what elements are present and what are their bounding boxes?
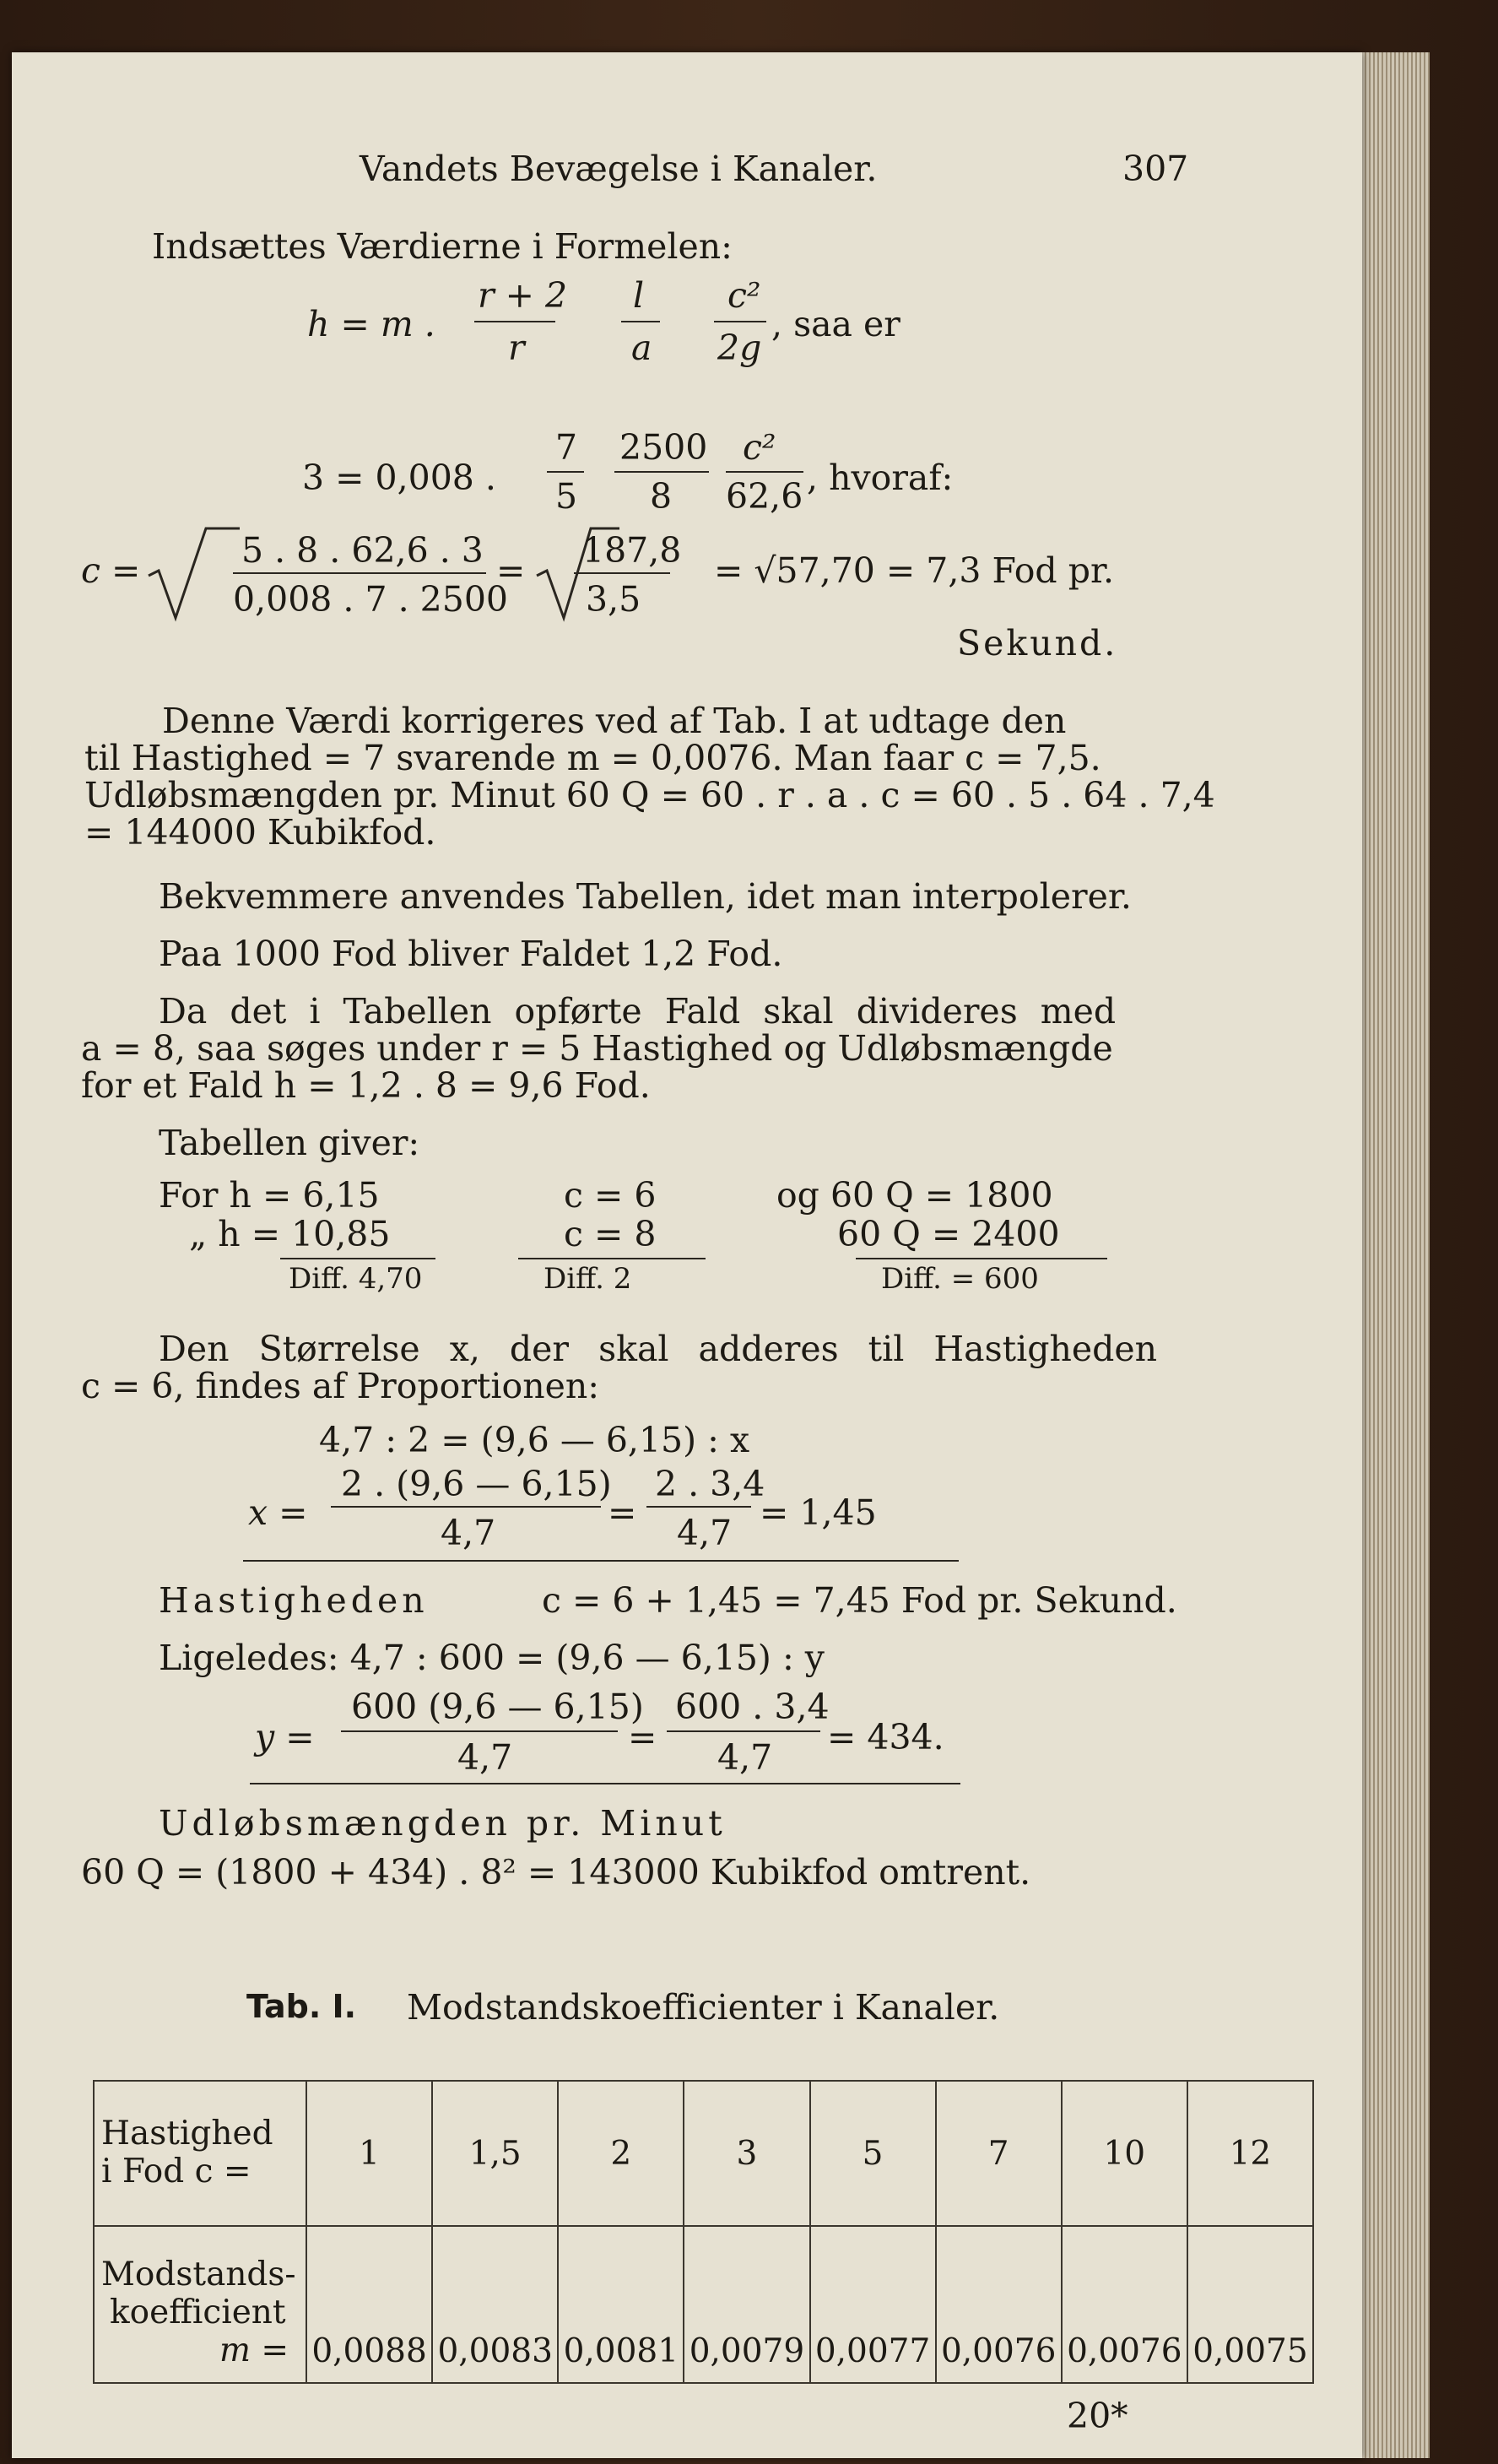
interp-row2-b: c = 8: [564, 1214, 657, 1254]
frac-y-num2: 600 . 3,4: [675, 1687, 830, 1727]
formula3-lhs: c =: [81, 550, 141, 591]
formula2-num1: 7: [555, 427, 578, 468]
page-stack-edge: [1362, 52, 1430, 2458]
book-page: [12, 52, 1362, 2458]
page-number: 307: [1122, 149, 1189, 189]
speed-cell: 5: [810, 2081, 936, 2226]
formula2-num3: c²: [743, 427, 776, 468]
formula1-den1: r: [508, 328, 525, 368]
formula1-den2: a: [631, 328, 652, 368]
interp-row2-c: 60 Q = 2400: [837, 1214, 1060, 1254]
para1-line2: til Hastighed = 7 svarende m = 0,0076. Man faar c = 7,5.: [84, 738, 1101, 778]
formula2-tail: , hvoraf:: [807, 458, 954, 498]
udl-value: 60 Q = (1800 + 434) . 8² = 143000 Kubikfod omtrent.: [81, 1852, 1031, 1893]
formula3-num2: 187,8: [582, 530, 682, 571]
formula1-tail: , saa er: [771, 304, 900, 344]
speed-cell: 1: [306, 2081, 432, 2226]
formula1-num3: c²: [727, 275, 761, 316]
hast-value: c = 6 + 1,45 = 7,45 Fod pr. Sekund.: [542, 1580, 1177, 1621]
coeff-cell: 0,0081: [558, 2226, 684, 2383]
sqrt-sign-1: [147, 523, 240, 625]
para6-line1: Den Størrelse x, der skal adderes til Hastigheden: [159, 1329, 1158, 1369]
proportion: 4,7 : 2 = (9,6 — 6,15) : x: [319, 1420, 750, 1460]
para5: Tabellen giver:: [159, 1123, 420, 1163]
para4-line3: for et Fald h = 1,2 . 8 = 9,6 Fod.: [81, 1065, 651, 1106]
frac-x-num2: 2 . 3,4: [655, 1464, 765, 1504]
interp-row1-c: og 60 Q = 1800: [776, 1175, 1053, 1216]
para3: Paa 1000 Fod bliver Faldet 1,2 Fod.: [159, 934, 783, 974]
frac-y-eq: =: [628, 1717, 657, 1757]
interp-diff-b: Diff. 2: [543, 1262, 632, 1296]
frac-x-eq: =: [608, 1492, 637, 1533]
para2: Bekvemmere anvendes Tabellen, idet man interpolerer.: [159, 876, 1132, 917]
coeff-cell: 0,0076: [936, 2226, 1062, 2383]
formula3-den1: 0,008 . 7 . 2500: [233, 579, 508, 620]
speed-cell: 12: [1187, 2081, 1313, 2226]
hast-label: Hastigheden: [159, 1580, 429, 1621]
frac-x-den1: 4,7: [441, 1513, 496, 1553]
speed-cell: 7: [936, 2081, 1062, 2226]
coefficient-table: [93, 2080, 1314, 2384]
frac-x-res: = 1,45: [760, 1492, 877, 1533]
table-row-coefficient: [94, 2226, 1313, 2383]
frac-x-num1: 2 . (9,6 — 6,15): [341, 1464, 612, 1504]
formula2-num2: 2500: [619, 427, 708, 468]
interp-diff-a: Diff. 4,70: [289, 1262, 423, 1296]
frac-y-den2: 4,7: [717, 1737, 773, 1778]
para6-line2: c = 6, findes af Proportionen:: [81, 1366, 600, 1406]
coeff-cell: 0,0088: [306, 2226, 432, 2383]
frac-y-den1: 4,7: [457, 1737, 513, 1778]
speed-cell: 2: [558, 2081, 684, 2226]
formula1-lhs: h = m .: [307, 304, 435, 344]
para1-line1: Denne Værdi korrigeres ved af Tab. I at udtage den: [162, 701, 1067, 741]
para1-line3: Udløbsmængden pr. Minut 60 Q = 60 . r . a . c = 60 . 5 . 64 . 7,4: [84, 775, 1215, 815]
frac-x-lhs: x =: [248, 1492, 308, 1533]
interp-row1-a: For h = 6,15: [159, 1175, 380, 1216]
para4-line1: Da det i Tabellen opførte Fald skal divideres med: [159, 991, 1117, 1032]
frac-x-den2: 4,7: [677, 1513, 733, 1553]
interp-row2-a: „ h = 10,85: [189, 1214, 391, 1254]
frac-y-res: = 434.: [827, 1717, 944, 1757]
interp-row1-b: c = 6: [564, 1175, 657, 1216]
frac-y-num1: 600 (9,6 — 6,15): [351, 1687, 644, 1727]
speed-cell: 1,5: [432, 2081, 558, 2226]
formula3-eq: =: [496, 550, 526, 591]
table-caption-number: Tab. I.: [246, 1988, 357, 2025]
ligeledes: Ligeledes: 4,7 : 600 = (9,6 — 6,15) : y: [159, 1638, 825, 1678]
table-caption: Modstandskoefficienter i Kanaler.: [407, 1987, 1000, 2028]
signature-mark: 20*: [1067, 2396, 1128, 2436]
row-head-speed: Hastighed i Fod c =: [94, 2081, 306, 2226]
coeff-cell: 0,0076: [1062, 2226, 1187, 2383]
coeff-cell: 0,0075: [1187, 2226, 1313, 2383]
formula2-lhs: 3 = 0,008 .: [302, 458, 496, 498]
formula3-num1: 5 . 8 . 62,6 . 3: [241, 530, 484, 571]
formula2-den2: 8: [650, 476, 673, 517]
formula2-den1: 5: [555, 476, 578, 517]
interp-diff-c: Diff. = 600: [881, 1262, 1039, 1296]
frac-y-lhs: y =: [255, 1717, 315, 1757]
para1-line4: = 144000 Kubikfod.: [84, 812, 436, 853]
intro-line: Indsættes Værdierne i Formelen:: [152, 226, 733, 267]
formula3-den2: 3,5: [586, 579, 641, 620]
coeff-cell: 0,0077: [810, 2226, 936, 2383]
formula1-num1: r + 2: [478, 275, 568, 316]
table-row-speed: [94, 2081, 1313, 2226]
para4-line2: a = 8, saa søges under r = 5 Hastighed og Udløbsmængde: [81, 1028, 1113, 1069]
formula1-den3: 2g: [717, 328, 762, 368]
speed-cell: 10: [1062, 2081, 1187, 2226]
udl-label: Udløbsmængden pr. Minut: [159, 1803, 727, 1844]
formula2-den3: 62,6: [726, 476, 803, 517]
row-head-coefficient: Modstands- koefficient m =: [94, 2226, 306, 2383]
formula3-rest: = √57,70 = 7,3 Fod pr.: [714, 550, 1115, 591]
formula3-cont: Sekund.: [957, 623, 1118, 663]
formula1-num2: l: [633, 275, 645, 316]
running-title: Vandets Bevægelse i Kanaler.: [360, 149, 878, 189]
speed-cell: 3: [684, 2081, 809, 2226]
coeff-cell: 0,0079: [684, 2226, 809, 2383]
coeff-cell: 0,0083: [432, 2226, 558, 2383]
